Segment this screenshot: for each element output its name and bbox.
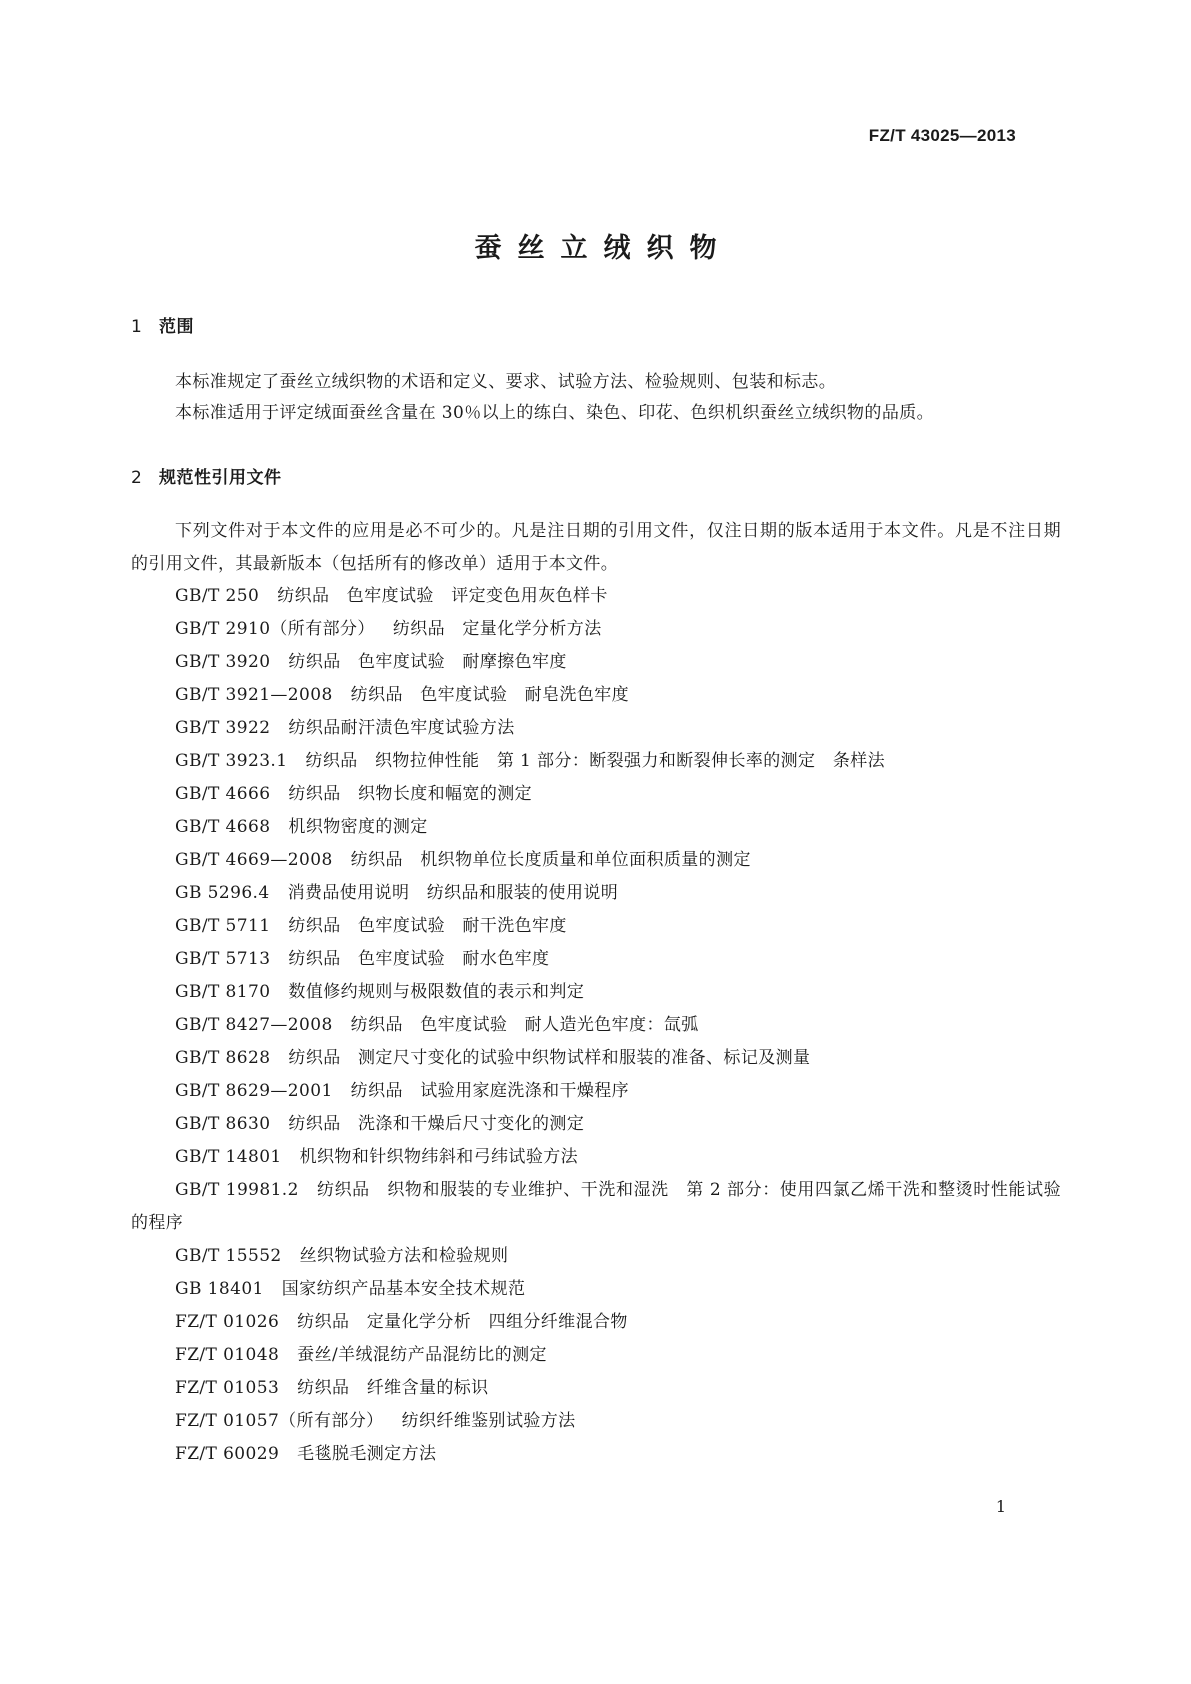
reference-item: [131, 976, 1061, 1009]
reference-code: GB/T 8427—2008: [175, 1015, 333, 1035]
reference-code: GB/T 3920: [175, 652, 271, 672]
section-number: 2: [131, 468, 143, 488]
reference-title: 国家纺织产品基本安全技术规范: [281, 1279, 526, 1299]
reference-code: GB/T 250: [175, 586, 260, 606]
reference-item: [131, 1438, 1061, 1471]
reference-code: GB/T 8628: [175, 1048, 271, 1068]
reference-item: [131, 1009, 1061, 1042]
reference-title: 毛毯脱毛测定方法: [297, 1444, 437, 1464]
reference-title: 纺织品 色牢度试验 耐皂洗色牢度: [350, 685, 630, 705]
reference-item: [131, 1240, 1061, 1273]
reference-code: FZ/T 01053: [175, 1378, 280, 1398]
reference-item: [131, 844, 1061, 877]
reference-title: 纺织品 定量化学分析 四组分纤维混合物: [297, 1312, 628, 1332]
reference-code: GB/T 15552: [175, 1246, 282, 1266]
reference-title: 纺织品 织物长度和幅宽的测定: [288, 784, 533, 804]
reference-title: 丝织物试验方法和检验规则: [299, 1246, 509, 1266]
reference-item: [131, 1141, 1061, 1174]
reference-title: 纺织品 测定尺寸变化的试验中织物试样和服装的准备、标记及测量: [288, 1048, 811, 1068]
reference-title: 纺织品 色牢度试验 耐干洗色牢度: [288, 916, 567, 936]
reference-item: [131, 1405, 1061, 1438]
reference-item: [131, 910, 1061, 943]
reference-item: [131, 1075, 1061, 1108]
reference-title: 纺织品 机织物单位长度质量和单位面积质量的测定: [350, 850, 751, 870]
reference-code: GB 5296.4: [175, 883, 270, 903]
reference-item: [131, 877, 1061, 910]
section-title: 范围: [159, 317, 194, 337]
reference-code: GB/T 5711: [175, 916, 271, 936]
reference-title: 消费品使用说明 纺织品和服装的使用说明: [287, 883, 619, 903]
reference-item: [131, 1339, 1061, 1372]
standard-code: FZ/T 43025—2013: [868, 126, 1016, 145]
reference-item: [131, 1108, 1061, 1141]
normative-references-intro: 下列文件对于本文件的应用是必不可少的。凡是注日期的引用文件，仅注日期的版本适用于本文件。凡是不注日期的引用文件，其最新版本（包括所有的修改单）适用于本文件。: [131, 521, 1061, 574]
reference-title: 纺织品 色牢度试验 耐人造光色牢度：氙弧: [350, 1015, 699, 1035]
reference-title: 纺织品耐汗渍色牢度试验方法: [288, 718, 515, 738]
reference-code: GB/T 19981.2: [175, 1180, 299, 1200]
reference-item: [131, 1273, 1061, 1306]
reference-item: [131, 1174, 1061, 1240]
scope-paragraph-2: 本标准适用于评定绒面蚕丝含量在 30％以上的练白、染色、印花、色织机织蚕丝立绒织物的品质。: [175, 403, 935, 423]
section-title: 规范性引用文件: [159, 468, 282, 488]
reference-code: GB/T 5713: [175, 949, 271, 969]
reference-title: 数值修约规则与极限数值的表示和判定: [288, 982, 585, 1002]
reference-title: 纺织纤维鉴别试验方法: [401, 1411, 576, 1431]
reference-item: [131, 1372, 1061, 1405]
reference-title: 纺织品 织物和服装的专业维护、干洗和湿洗 第 2 部分：使用四氯乙烯干洗和整烫时性能试验的程序: [131, 1180, 1061, 1233]
reference-code: FZ/T 01026: [175, 1312, 280, 1332]
reference-code: GB/T 4668: [175, 817, 271, 837]
reference-code: GB 18401: [175, 1279, 264, 1299]
reference-title: 纺织品 织物拉伸性能 第 1 部分：断裂强力和断裂伸长率的测定 条样法: [305, 751, 886, 771]
reference-code: GB/T 3923.1: [175, 751, 288, 771]
scope-paragraph-1: 本标准规定了蚕丝立绒织物的术语和定义、要求、试验方法、检验规则、包装和标志。: [175, 372, 837, 392]
reference-item: [131, 943, 1061, 976]
reference-code: FZ/T 01048: [175, 1345, 280, 1365]
reference-code: GB/T 14801: [175, 1147, 282, 1167]
reference-item: [131, 811, 1061, 844]
reference-code: GB/T 8629—2001: [175, 1081, 333, 1101]
reference-item: [131, 613, 1061, 646]
section-2-heading: [131, 463, 282, 488]
reference-code: GB/T 8170: [175, 982, 271, 1002]
reference-code: GB/T 3922: [175, 718, 271, 738]
reference-item: [131, 778, 1061, 811]
reference-code: GB/T 4669—2008: [175, 850, 333, 870]
reference-title: 纺织品 洗涤和干燥后尺寸变化的测定: [288, 1114, 585, 1134]
reference-item: [131, 1042, 1061, 1075]
reference-title: 机织物密度的测定: [288, 817, 428, 837]
reference-code: FZ/T 01057（所有部分）: [175, 1411, 384, 1431]
reference-code: GB/T 4666: [175, 784, 271, 804]
page-number: 1: [995, 1497, 1006, 1516]
reference-title: 纺织品 色牢度试验 耐水色牢度: [288, 949, 550, 969]
reference-title: 机织物和针织物纬斜和弓纬试验方法: [299, 1147, 579, 1167]
reference-code: GB/T 8630: [175, 1114, 271, 1134]
reference-item: [131, 712, 1061, 745]
reference-code: GB/T 3921—2008: [175, 685, 333, 705]
reference-title: 蚕丝/羊绒混纺产品混纺比的测定: [297, 1345, 547, 1365]
reference-list: [131, 580, 1061, 1471]
reference-code: FZ/T 60029: [175, 1444, 280, 1464]
reference-title: 纺织品 纤维含量的标识: [297, 1378, 489, 1398]
reference-code: GB/T 2910（所有部分）: [175, 619, 375, 639]
reference-title: 纺织品 试验用家庭洗涤和干燥程序: [350, 1081, 630, 1101]
reference-item: [131, 580, 1061, 613]
reference-item: [131, 745, 1061, 778]
section-1-heading: [131, 312, 194, 337]
reference-item: [131, 1306, 1061, 1339]
reference-item: [131, 646, 1061, 679]
section-number: 1: [131, 317, 143, 337]
document-title: 蚕丝立绒织物: [474, 233, 733, 264]
reference-title: 纺织品 定量化学分析方法: [392, 619, 602, 639]
reference-item: [131, 679, 1061, 712]
reference-title: 纺织品 色牢度试验 评定变色用灰色样卡: [277, 586, 608, 606]
reference-title: 纺织品 色牢度试验 耐摩擦色牢度: [288, 652, 567, 672]
